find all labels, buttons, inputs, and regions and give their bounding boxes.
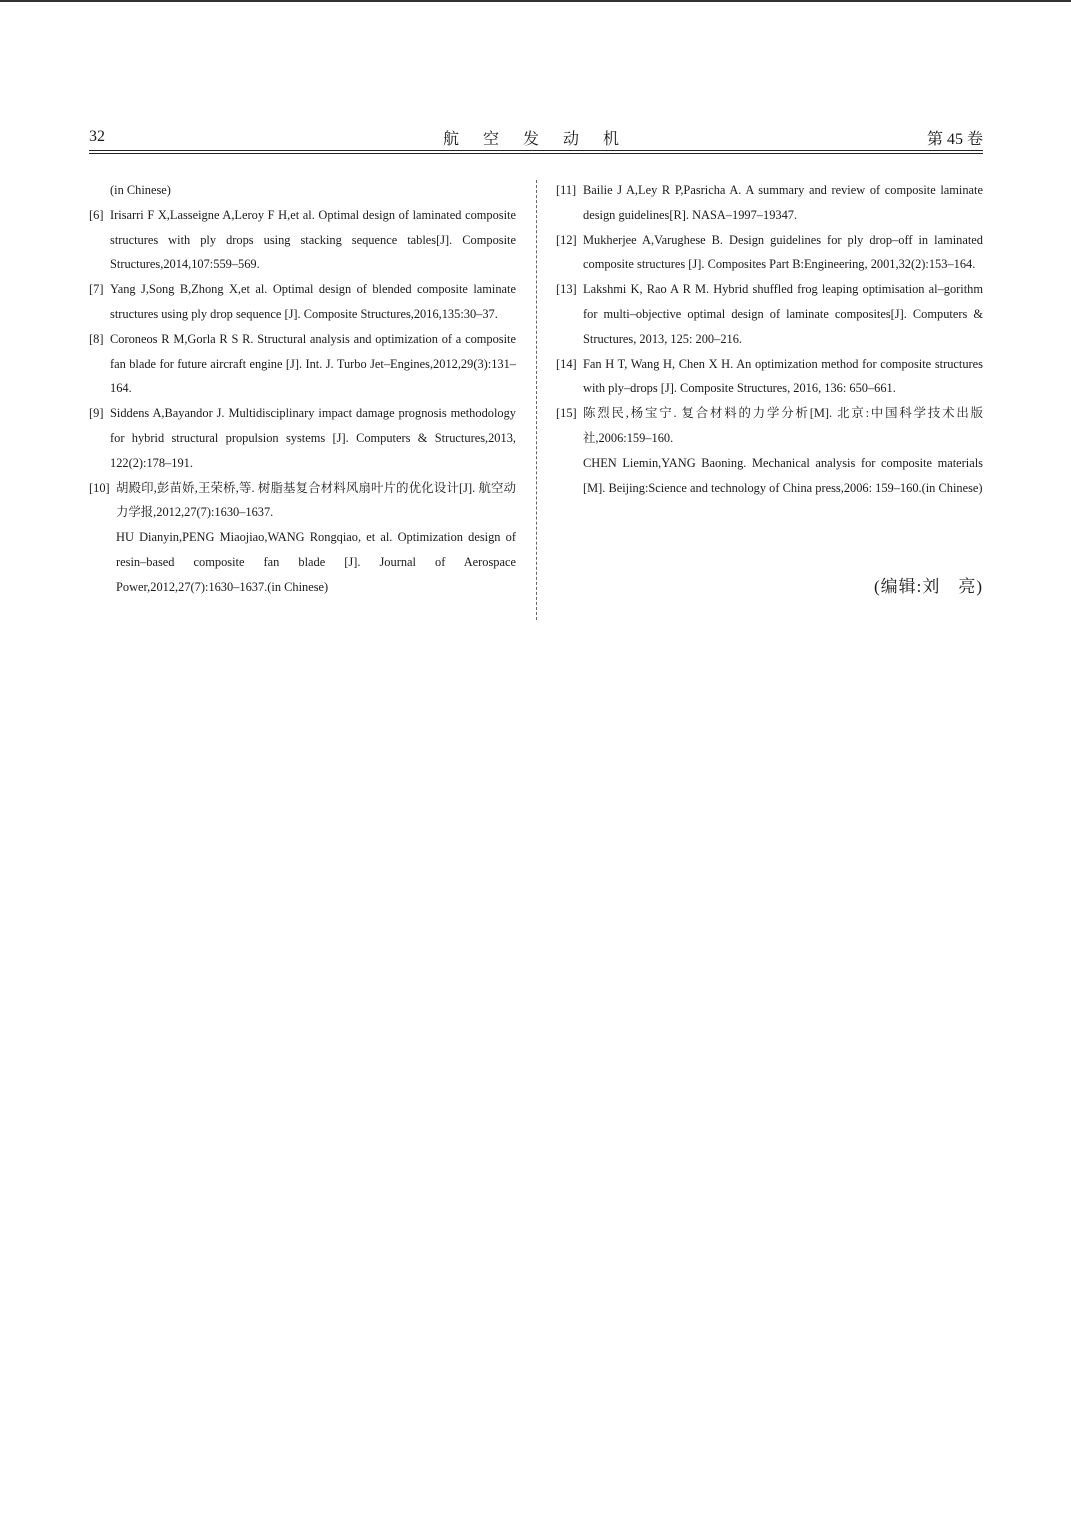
reference-12 xyxy=(556,228,983,278)
reference-number: [9] xyxy=(89,406,104,421)
header-rule-top xyxy=(89,150,983,151)
right-column xyxy=(556,178,983,500)
reference-15 xyxy=(556,401,983,500)
reference-text: Lakshmi K, Rao A R M. Hybrid shuffled frog leaping optimisation al–gorithm for multi–objective optimal design of laminate composites[J]. Computers & Structures, 2013, 125: 200–216. xyxy=(583,282,983,346)
reference-7 xyxy=(89,277,516,327)
reference-number: [13] xyxy=(556,282,577,297)
reference-number: [12] xyxy=(556,232,577,247)
reference-text: Bailie J A,Ley R P,Pasricha A. A summary and review of composite laminate design guidelines[R]. NASA–1997–19347. xyxy=(583,183,983,222)
reference-10 xyxy=(89,476,516,600)
reference-number: [15] xyxy=(556,406,577,421)
reference-13 xyxy=(556,277,983,351)
reference-text: Yang J,Song B,Zhong X,et al. Optimal design of blended composite laminate structures using ply drop sequence [J]. Composite Structures,2016,135:30–37. xyxy=(110,282,516,321)
volume-label: 第 45 卷 xyxy=(926,131,983,148)
reference-11 xyxy=(556,178,983,228)
reference-6 xyxy=(89,203,516,277)
reference-text: Fan H T, Wang H, Chen X H. An optimization method for composite structures with ply–drops [J]. Composite Structures, 2016, 136: 650–661. xyxy=(583,356,983,396)
column-divider xyxy=(536,180,537,620)
reference-translation: HU Dianyin,PENG Miaojiao,WANG Rongqiao, et al. Optimization design of resin–based composite fan blade [J]. Journal of Aerospace Power,2012,27(7):1630–1637.(in Chinese) xyxy=(116,530,516,594)
reference-number: [7] xyxy=(89,282,104,297)
left-column xyxy=(89,178,516,600)
reference-number: [8] xyxy=(89,331,104,346)
top-border xyxy=(0,0,1071,2)
reference-number: [14] xyxy=(556,356,577,371)
reference-translation: CHEN Liemin,YANG Baoning. Mechanical analysis for composite materials [M]. Beijing:Science and technology of China press,2006: 159–160.(in Chinese) xyxy=(583,455,983,495)
reference-text: Mukherjee A,Varughese B. Design guidelines for ply drop–off in laminated composite structures [J]. Composites Part B:Engineering, 2001,32(2):153–164. xyxy=(583,232,983,272)
reference-number: [11] xyxy=(556,183,577,197)
reference-text: Coroneos R M,Gorla R S R. Structural analysis and optimization of a composite fan blade for future aircraft engine [J]. Int. J. Turbo Jet–Engines,2012,29(3):131–164. xyxy=(110,331,516,396)
reference-text: 陈烈民,杨宝宁. 复合材料的力学分析[M]. 北京:中国科学技术出版社,2006:159–160. xyxy=(583,406,983,445)
page-header xyxy=(89,126,983,150)
journal-title: 航 空 发 动 机 xyxy=(442,131,629,148)
reference-text: Siddens A,Bayandor J. Multidisciplinary impact damage prognosis methodology for hybrid structural propulsion systems [J]. Computers & Structures,2013, 122(2):178–191. xyxy=(110,406,516,470)
reference-text: Irisarri F X,Lasseigne A,Leroy F H,et al. Optimal design of laminated composite structures with ply drops using stacking sequence tables[J]. Composite Structures,2014,107:559–569. xyxy=(110,207,516,272)
editor-note: (编辑:刘 亮) xyxy=(873,577,983,596)
reference-14 xyxy=(556,352,983,402)
page-number: 32 xyxy=(89,128,105,145)
header-rule-bottom xyxy=(89,153,983,154)
reference-text: 胡殿印,彭苗娇,王荣桥,等. 树脂基复合材料风扇叶片的优化设计[J]. 航空动力学报,2012,27(7):1630–1637. xyxy=(116,480,516,520)
reference-8 xyxy=(89,327,516,401)
reference-number: [6] xyxy=(89,207,104,222)
reference-9 xyxy=(89,401,516,475)
previous-ref-continuation: (in Chinese) xyxy=(110,183,171,197)
reference-number: [10] xyxy=(89,480,110,495)
